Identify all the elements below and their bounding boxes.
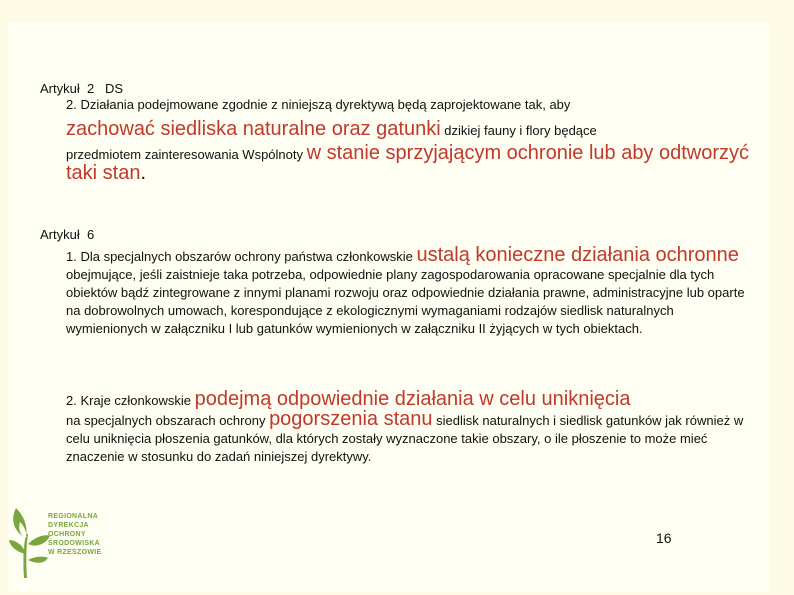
article-6-p2-emphasis-2: pogorszenia stanu — [269, 408, 433, 430]
logo-line-5: W RZESZOWIE — [48, 549, 102, 556]
article-6-paragraph-2 — [66, 390, 756, 466]
article-2-text-2: przedmiotem zainteresowania Wspólnoty — [66, 147, 307, 162]
article-6-p2-lead: 2. Kraje członkowskie — [66, 393, 195, 408]
article-2-period: . — [140, 162, 147, 184]
logo-text — [48, 512, 101, 557]
article-6-p1-emphasis: ustalą konieczne działania ochronne — [416, 244, 739, 266]
article-6-p2-text-2: siedlisk naturalnych i siedlisk gatunków jak również w celu uniknięcia płoszenia gatunków, dla których zostały wyznaczone takie obszary, o ile płoszenie to może mieć znaczenie w stosunku do zadań niniejszej dyrektywy. — [66, 413, 744, 464]
article-2-emphasis-1: zachować siedliska naturalne oraz gatunki — [66, 118, 441, 140]
article-6-p2-emphasis-1: podejmą odpowiednie działania w celu uniknięcia — [194, 388, 631, 410]
article-6-p1-text: obejmujące, jeśli zaistnieje taka potrzeba, odpowiednie plany zagospodarowania opracowane specjalnie dla tych obiektów bądź zintegrowane z innymi planami rozwoju oraz odpowiednie działania prawne, administracyjne lub oparte na dobrowolnych umowach, korespondujące z ekologicznymi wymaganiami rodzajów siedlisk naturalnych wymienionych w załączniku I lub gatunków wymienionych w załączniku II żyjących w tych obiektach. — [66, 267, 745, 336]
logo-line-2: DYREKCJA — [48, 522, 89, 529]
article-2-emphasis-2: w stanie sprzyjającym ochronie lub aby odtworzyć taki stan — [66, 142, 750, 184]
logo-line-1: REGIONALNA — [48, 513, 99, 520]
article-6-p1-lead: 1. Dla specjalnych obszarów ochrony państwa członkowskie — [66, 249, 417, 264]
article-6-paragraph-1 — [66, 246, 756, 338]
article-2-lead-text: 2. Działania podejmowane zgodnie z niniejszą dyrektywą będą zaprojektowane tak, aby — [66, 97, 571, 112]
article-2-heading: Artykuł 2 DS — [40, 81, 124, 96]
article-6-p2-text-1: na specjalnych obszarach ochrony — [66, 413, 270, 428]
logo-line-3: OCHRONY — [48, 531, 86, 538]
logo-line-4: ŚRODOWISKA — [48, 540, 100, 547]
article-2-paragraph — [66, 96, 756, 184]
page-number: 16 — [656, 530, 672, 546]
article-2-text-1: dzikiej fauny i flory będące — [440, 123, 597, 138]
article-6-heading: Artykuł 6 — [40, 227, 95, 242]
